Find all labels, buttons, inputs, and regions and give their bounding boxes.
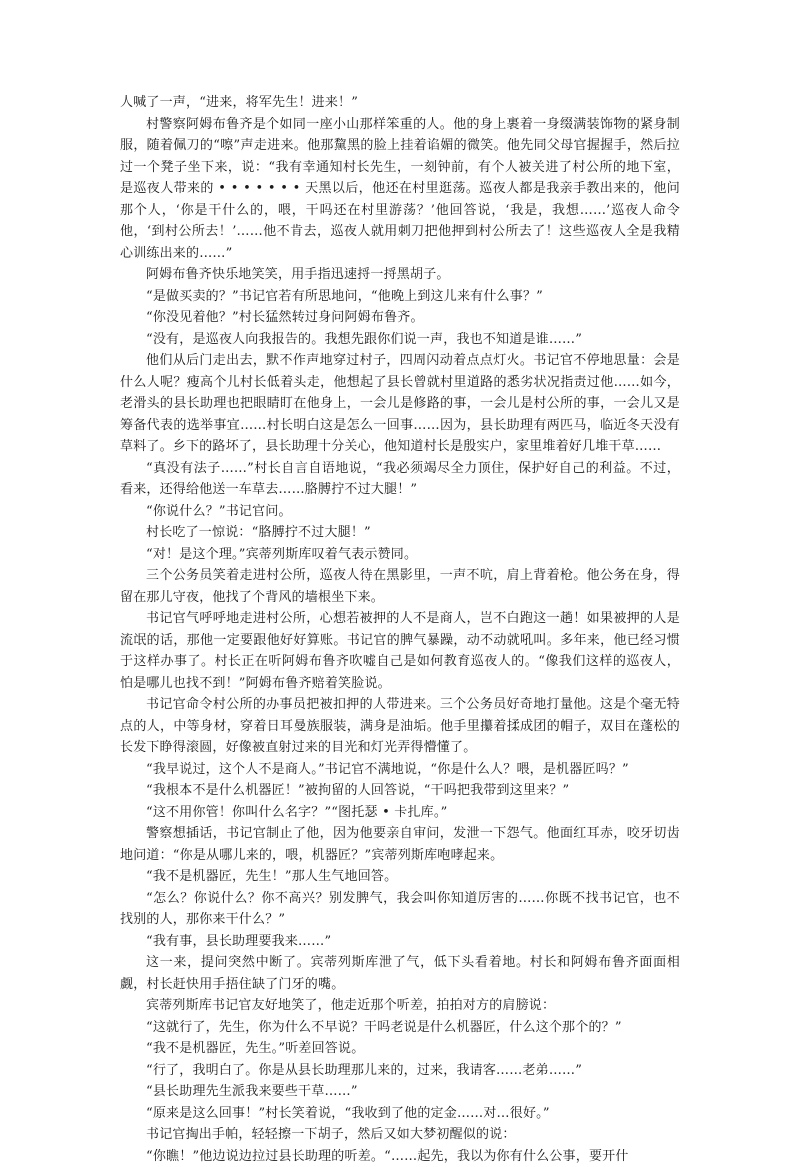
paragraph: “县长助理先生派我来要些干草……” — [120, 1081, 680, 1103]
paragraph: 书记官气呼呼地走进村公所，心想若被押的人不是商人，岂不白跑这一趟！如果被押的人是流氓的话，那他一定要跟他好好算账。书记官的脾气暴躁，动不动就吼叫。多年来，他已经习惯于这样办事了。村长正在听阿姆布鲁齐吹嘘自己是如何教育巡夜人的。“像我们这样的巡夜人，怕是哪儿也找不到！”阿姆布鲁齐赔着笑脸说。 — [120, 608, 680, 694]
paragraph: 书记官命令村公所的办事员把被扣押的人带进来。三个公务员好奇地打量他。这是个毫无特点的人，中等身材，穿着日耳曼族服装，满身是油垢。他手里攥着揉成团的帽子，双目在蓬松的长发下睁得滚圆，好像被直射过来的目光和灯光弄得懵懂了。 — [120, 694, 680, 759]
paragraph: “你没见着他？”村长猛然转过身问阿姆布鲁齐。 — [120, 307, 680, 329]
paragraph: 三个公务员笑着走进村公所，巡夜人待在黑影里，一声不吭，肩上背着枪。他公务在身，得留在那儿守夜，他找了个背风的墙根坐下来。 — [120, 565, 680, 608]
paragraph: “我根本不是什么机器匠！”被拘留的人回答说，“干吗把我带到这里来？” — [120, 780, 680, 802]
paragraph: “我早说过，这个人不是商人。”书记官不满地说，“你是什么人？喂，是机器匠吗？” — [120, 759, 680, 781]
paragraph: “没有，是巡夜人向我报告的。我想先跟你们说一声，我也不知道是谁……” — [120, 329, 680, 351]
paragraph: 这一来，提问突然中断了。宾蒂列斯库泄了气，低下头看着地。村长和阿姆布鲁齐面面相觑，村长赶快用手捂住缺了门牙的嘴。 — [120, 952, 680, 995]
paragraph: 书记官掏出手帕，轻轻擦一下胡子，然后又如大梦初醒似的说： — [120, 1124, 680, 1146]
paragraph: “这就行了，先生，你为什么不早说？干吗老说是什么机器匠，什么这个那个的？” — [120, 1017, 680, 1039]
paragraph: 村长吃了一惊说：“胳膊拧不过大腿！” — [120, 522, 680, 544]
document-page — [120, 92, 680, 1167]
paragraph: “你瞧！”他边说边拉过县长助理的听差。“……起先，我以为你有什么公事，要开什 — [120, 1146, 680, 1167]
paragraph: “这不用你管！你叫什么名字？”“图托瑟 • 卡扎库。” — [120, 802, 680, 824]
paragraph: “对！是这个理。”宾蒂列斯库叹着气表示赞同。 — [120, 544, 680, 566]
paragraph: “真没有法子……”村长自言自语地说，“我必须竭尽全力顶住，保护好自己的利益。不过，看来，还得给他送一车草去……胳膊拧不过大腿！” — [120, 458, 680, 501]
paragraph: “行了，我明白了。你是从县长助理那儿来的，过来，我请客……老弟……” — [120, 1060, 680, 1082]
paragraph: 他们从后门走出去，默不作声地穿过村子，四周闪动着点点灯火。书记官不停地思量：会是什么人呢？瘦高个儿村长低着头走，他想起了县长曾就村里道路的悉劣状况指责过他……如今，老滑头的县长助理也把眼睛盯在他身上，一会儿是修路的事，一会儿是村公所的事，一会儿又是筹备代表的选举事宜……村长明白这是怎么一回事……因为，县长助理有两匹马，临近冬天没有草料了。乡下的路坏了，县长助理十分关心，他知道村长是殷实户，家里堆着好几堆干草…… — [120, 350, 680, 458]
paragraph: 人喊了一声，“进来，将军先生！进来！” — [120, 92, 680, 114]
paragraph: “我不是机器匠，先生！”那人生气地回答。 — [120, 866, 680, 888]
paragraph: “怎么？你说什么？你不高兴？别发脾气，我会叫你知道厉害的……你既不找书记官，也不找别的人，那你来干什么？” — [120, 888, 680, 931]
paragraph: 警察想插话，书记官制止了他，因为他要亲自审问，发泄一下怨气。他面红耳赤，咬牙切齿地问道：“你是从哪儿来的，喂，机器匠？”宾蒂列斯库咆哮起来。 — [120, 823, 680, 866]
paragraph: “原来是这么回事！”村长笑着说，“我收到了他的定金……对…很好。” — [120, 1103, 680, 1125]
paragraph: “我不是机器匠，先生。”听差回答说。 — [120, 1038, 680, 1060]
paragraph: 村警察阿姆布鲁齐是个如同一座小山那样笨重的人。他的身上裹着一身缀满装饰物的紧身制服，随着佩刀的“嚓”声走进来。他那黧黑的脸上挂着谄媚的微笑。他先同父母官握握手，然后拉过一个凳子坐下来，说：“我有幸通知村长先生，一刻钟前，有个人被关进了村公所的地下室，是巡夜人带来的 • • • • • • • 天黑以后，他还在村里逛荡。巡夜人都是我亲手教出来的，他问那个人，‘你是干什么的，喂，干吗还在村里游荡？’他回答说，‘我是，我想……’巡夜人命令他，‘到村公所去！’……他不肯去，巡夜人就用刺刀把他押到村公所去了！这些巡夜人全是我精心训练出来的……” — [120, 114, 680, 265]
paragraph: 阿姆布鲁齐快乐地笑笑，用手指迅速捋一捋黑胡子。 — [120, 264, 680, 286]
paragraph: “我有事，县长助理要我来……” — [120, 931, 680, 953]
paragraph: “是做买卖的？”书记官若有所思地问，“他晚上到这儿来有什么事？” — [120, 286, 680, 308]
paragraph: “你说什么？”书记官问。 — [120, 501, 680, 523]
paragraph: 宾蒂列斯库书记官友好地笑了，他走近那个听差，拍拍对方的肩膀说： — [120, 995, 680, 1017]
